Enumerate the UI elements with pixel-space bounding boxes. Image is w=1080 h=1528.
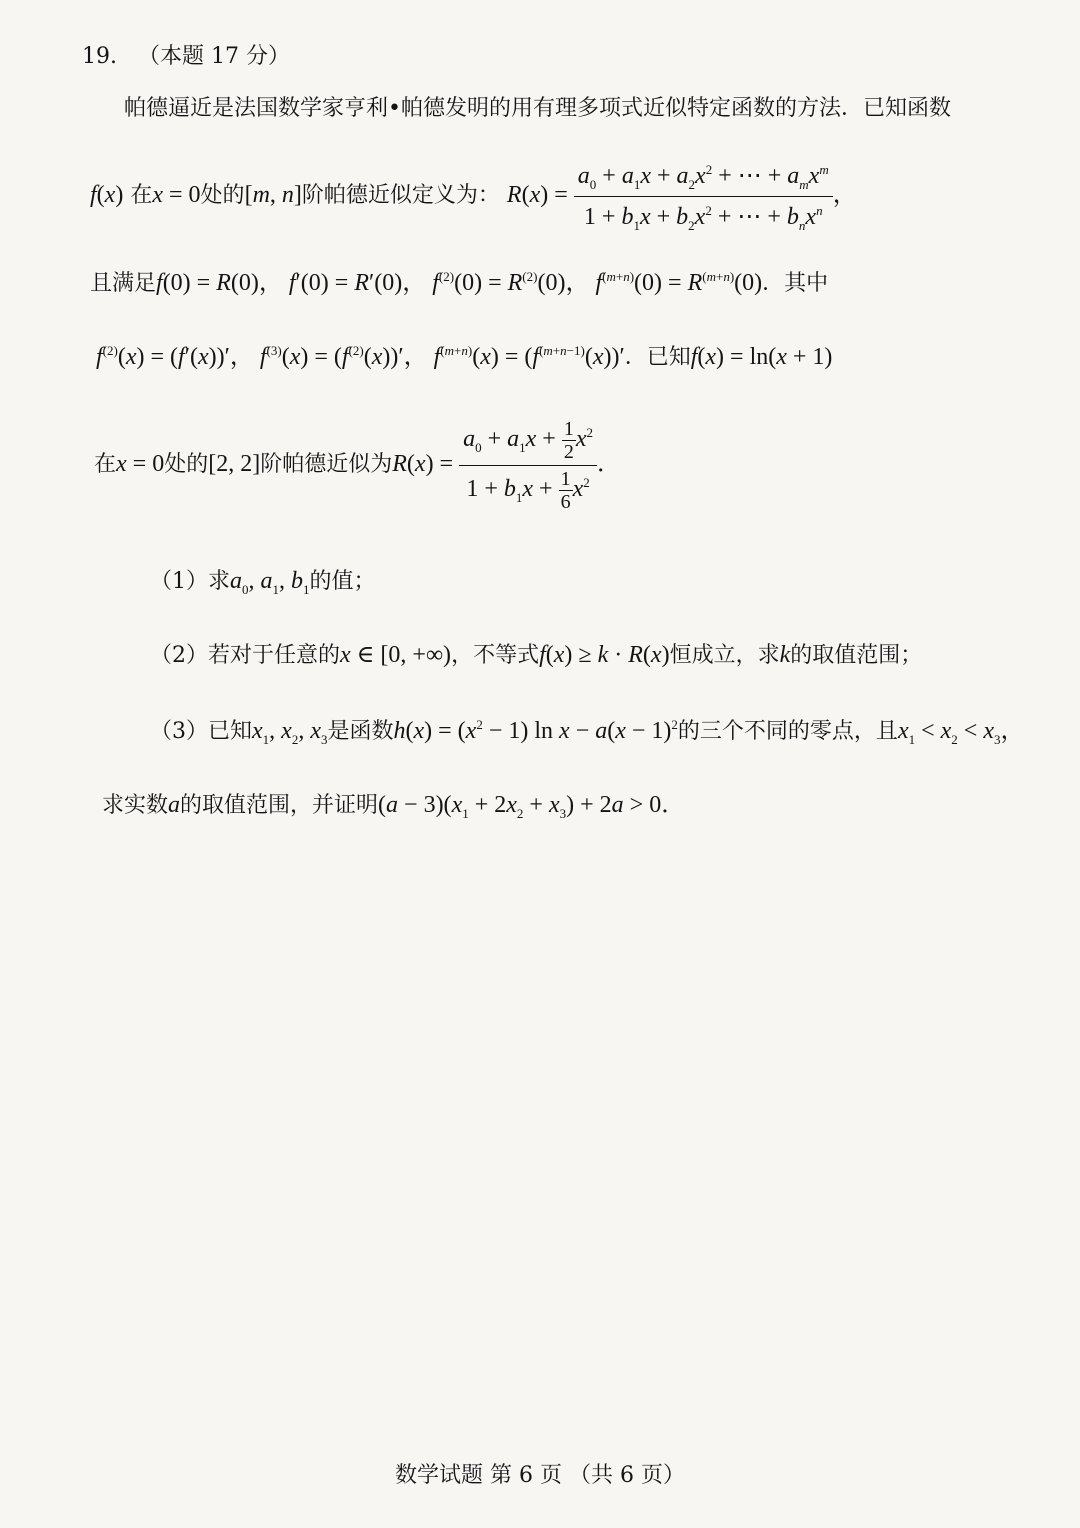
conditions-pre: 且满足 — [90, 271, 157, 296]
math-q1-vars: $a_0$, $a_1$, $b_1$ — [230, 568, 310, 597]
q3-mid2: 的三个不同的零点，且 — [677, 719, 898, 744]
q1-tail: 的值； — [309, 569, 376, 594]
given-line — [94, 418, 621, 513]
given-label: 阶帕德近似为 — [260, 452, 393, 478]
math-q2-k: k — [779, 642, 791, 668]
q3c-mid: 的取值范围，并证明 — [180, 793, 379, 818]
question-1 — [150, 566, 376, 597]
known-tail: ．已知 — [624, 345, 691, 370]
definition-mid: 处的 — [200, 183, 245, 209]
page-footer: 数学试题 第 6 页 （共 6 页） — [395, 1463, 685, 1488]
given-mid: 处的 — [164, 452, 209, 478]
conditions-line — [90, 268, 828, 299]
q2-mid2: 恒成立，求 — [669, 643, 780, 668]
math-derivatives: $f^{(2)}(x) = (f'(x))'$， $f^{(3)}(x) = (f^{(2)}(x))'$， $f^{(m+n)}(x) = (f^{(m+n-1)}(x))'$ — [96, 343, 625, 370]
question-points: （本题 17 分） — [138, 44, 290, 69]
math-Rx-def: R(x) = $\frac{a_0 + a_1x + a_2x^2 + \cdots + a_mx^m}{1 + b_1x + b_2x^2 + \cdots + b_nx^n}$ ， — [507, 182, 857, 208]
q2-label: （2）若对于任意的 — [150, 643, 340, 668]
question-number: 19. — [82, 44, 117, 69]
math-q3-order: $x_1 < x_2 < x_3$， — [897, 718, 1025, 747]
math-x-eq-0: x = 0 — [152, 182, 201, 209]
question-header — [82, 42, 290, 72]
q3-mid: 是函数 — [327, 719, 394, 744]
math-q2-ineq: f(x) ≥ k · R(x) — [539, 642, 670, 668]
question-3-cont — [102, 790, 685, 821]
given-fraction: $a_0 + a_1x$ + $\frac{1}{2}$ $x^2$ $1 + b_1x$ + $\frac{1}{6}$ $x^2$ — [459, 418, 597, 513]
math-conditions: f(0) = R(0)， f′(0) = R′(0)， $f^{(2)}(0) = R^{(2)}(0)$， $f^{(m+n)}(0) = R^{(m+n)}(0)$ — [156, 269, 763, 296]
conditions-tail: ．其中 — [762, 271, 829, 296]
math-q3-hx: $h(x) = (x^2 - 1)$ $\ln x - a(x - 1)^2$ — [393, 717, 678, 744]
q1-label: （1）求 — [150, 569, 230, 594]
math-fx: f(x) — [90, 182, 124, 209]
definition-label: 阶帕德近似定义为： — [301, 183, 500, 209]
definition-pre: 在 — [130, 183, 153, 209]
definition-line — [90, 158, 857, 235]
math-Rx-given: R(x) = $a_0 + a_1x$ + $\frac{1}{2}$ $x^2$ $1 + b_1x$ + $\frac{1}{6}$ $x^2$ ． — [392, 418, 621, 513]
question-2 — [150, 640, 922, 671]
q2-tail: 的取值范围； — [790, 643, 923, 668]
given-pre: 在 — [94, 452, 117, 478]
math-q3c-a: a — [168, 792, 181, 818]
q3-label: （3）已知 — [150, 719, 252, 744]
math-q3c-proof: $(a - 3)(x_1 + 2x_2 + x_3) + 2a > 0$． — [378, 792, 686, 821]
derivatives-line — [96, 342, 832, 373]
math-order-22: [2, 2] — [208, 451, 261, 478]
math-x-eq-0-b: x = 0 — [116, 451, 165, 478]
math-q3-zeros: $x_1$, $x_2$, $x_3$ — [252, 718, 328, 747]
q2-mid: ，不等式 — [451, 643, 540, 668]
math-order-mn: [m, n] — [244, 182, 302, 209]
math-fx-ln: f(x) = ln(x + 1) — [690, 344, 833, 370]
question-3 — [150, 716, 1025, 747]
definition-fraction: $\frac{a_0 + a_1x + a_2x^2 + \cdots + a_mx^m}{1 + b_1x + b_2x^2 + \cdots + b_nx^n}$ — [574, 158, 833, 235]
intro-text: 帕德逼近是法国数学家亨利•帕德发明的用有理多项式近似特定函数的方法．已知函数 — [124, 96, 951, 121]
math-q2-domain: x ∈ [0, +∞) — [340, 642, 452, 668]
q3c-label: 求实数 — [102, 793, 169, 818]
